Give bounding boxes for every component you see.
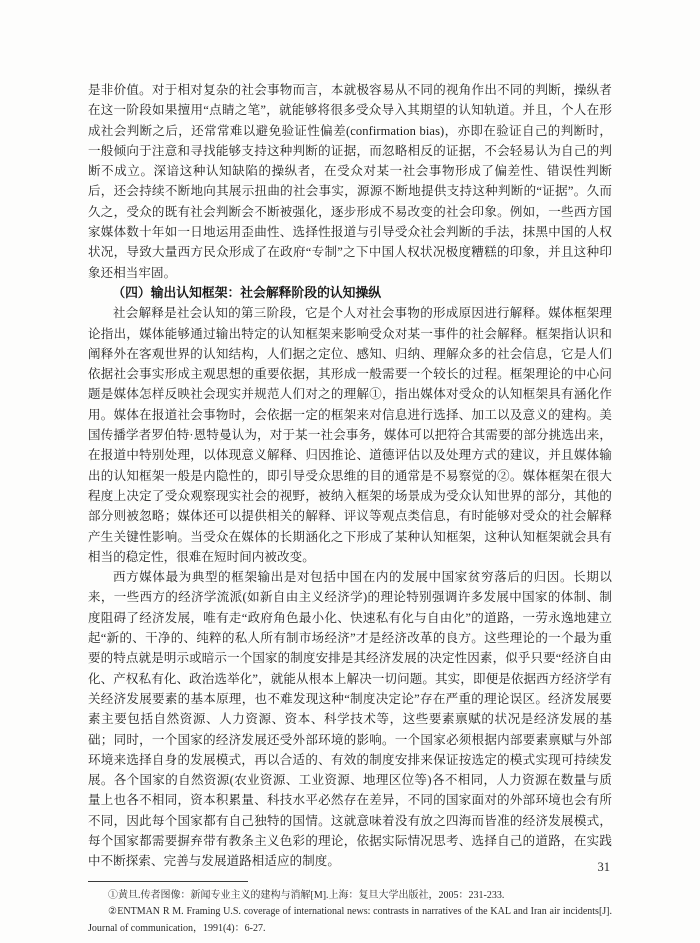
paragraph-western-media-framing: 西方媒体最为典型的框架输出是对包括中国在内的发展中国家贫穷落后的归因。长期以来，一些西方的经济学流派(如新自由主义经济学)的理论特别强调许多发展中国家的体制、制度阻碍了经济发展，唯有走“政府角色最小化、快速私有化与自由化”的道路，一劳永逸地建立起“新的、干净的、纯粹的私人所有制市场经济”才是经济改革的良方。这些理论的一个最为重要的特点就是明示或暗示一个国家的制度安排是其经济发展的决定性因素，似乎只要“经济自由化、产权私有化、政治选举化”，就能从根本上解决一切问题。其实，即便是依据西方经济学有关经济发展要素的基本原理，也不难发现这种“制度决定论”存在严重的理论误区。经济发展要素主要包括自然资源、人力资源、资本、科学技术等，这些要素禀赋的状况是经济发展的基础；同时，一个国家的经济发展还受外部环境的影响。一个国家必须根据内部要素禀赋与外部环境来选择自身的发展模式，再以合适的、有效的制度安排来保证按选定的模式实现可持续发展。各个国家的自然资源(农业资源、工业资源、地理区位等)各不相同，人力资源在数量与质量上也各不相同，资本积累量、科技水平必然存在差异，不同的国家面对的外部环境也会有所不同，因此每个国家都有自己独特的国情。这就意味着没有放之四海而皆准的经济发展模式，每个国家都需要摒弃带有教条主义色彩的理论，依据实际情况思考、选择自己的道路，在实践中不断探索、完善与发展道路相适应的制度。 bbox=[88, 570, 612, 869]
footnote-2: ②ENTMAN R M. Framing U.S. coverage of international news: contrasts in narratives of the KAL and Iran air incidents[J]. Journal of communication，1991(4)：6-27. bbox=[88, 906, 612, 934]
paragraph-continuation: 是非价值。对于相对复杂的社会事物而言，本就极容易从不同的视角作出不同的判断，操纵者在这一阶段如果擅用“点睛之笔”，就能够将很多受众导入其期望的认知轨道。并且，个人在形成社会判断之后，还常常难以避免验证性偏差(confirmation bias)，亦即在验证自己的判断时，一般倾向于注意和寻找能够支持这种判断的证据，而忽略相反的证据，不会轻易认为自己的判断不成立。深谙这种认知缺陷的操纵者，在受众对某一社会事物形成了偏差性、错误性判断后，还会持续不断地向其展示扭曲的社会事实，源源不断地提供支持这种判断的“证据”。久而久之，受众的既有社会判断会不断被强化，逐步形成不易改变的社会印象。例如，一些西方国家媒体数十年如一日地运用歪曲性、选择性报道与引导受众社会判断的手法，抹黑中国的人权状况，导致大量西方民众形成了在政府“专制”之下中国人权状况极度糟糕的印象，并且这种印象还相当牢固。 bbox=[88, 83, 612, 280]
footnote-divider bbox=[88, 881, 248, 882]
paragraph-social-interpretation: 社会解释是社会认知的第三阶段，它是个人对社会事物的形成原因进行解释。媒体框架理论指出，媒体能够通过输出特定的认知框架来影响受众对某一事件的社会解释。框架指认识和阐释外在客观世界的认知结构，人们据之定位、感知、归纳、理解众多的社会信息，它是人们依据社会事实形成主观思想的重要依据，其形成一般需要一个较长的过程。框架理论的中心问题是媒体怎样反映社会现实并规范人们对之的理解①，指出媒体对受众的认知框架具有涵化作用。媒体在报道社会事物时，会依据一定的框架来对信息进行选择、加工以及意义的建构。美国传播学者罗伯特·恩特曼认为，对于某一社会事务，媒体可以把符合其需要的部分挑选出来，在报道中特别处理，以体现意义解释、归因推论、道德评估以及处理方式的建议，并且媒体输出的认知框架一般是内隐性的，即引导受众思维的目的通常是不易察觉的②。媒体框架在很大程度上决定了受众观察现实社会的视野，被纳入框架的场景成为受众认知世界的部分，其他的部分则被忽略；媒体还可以提供相关的解释、评议等观点类信息，有时能够对受众的社会解释产生关键性影响。当受众在媒体的长期涵化之下形成了某种认知框架，这种认知框架就会具有相当的稳定性，很难在短时间内被改变。 bbox=[88, 306, 612, 564]
section-heading: （四）输出认知框架：社会解释阶段的认知操纵 bbox=[112, 284, 382, 300]
page-number: 31 bbox=[597, 860, 610, 874]
text-block bbox=[88, 80, 612, 937]
footnote-1: ①黄旦.传者图像：新闻专业主义的建构与消解[M].上海：复旦大学出版社，2005：231-233. bbox=[108, 889, 505, 901]
